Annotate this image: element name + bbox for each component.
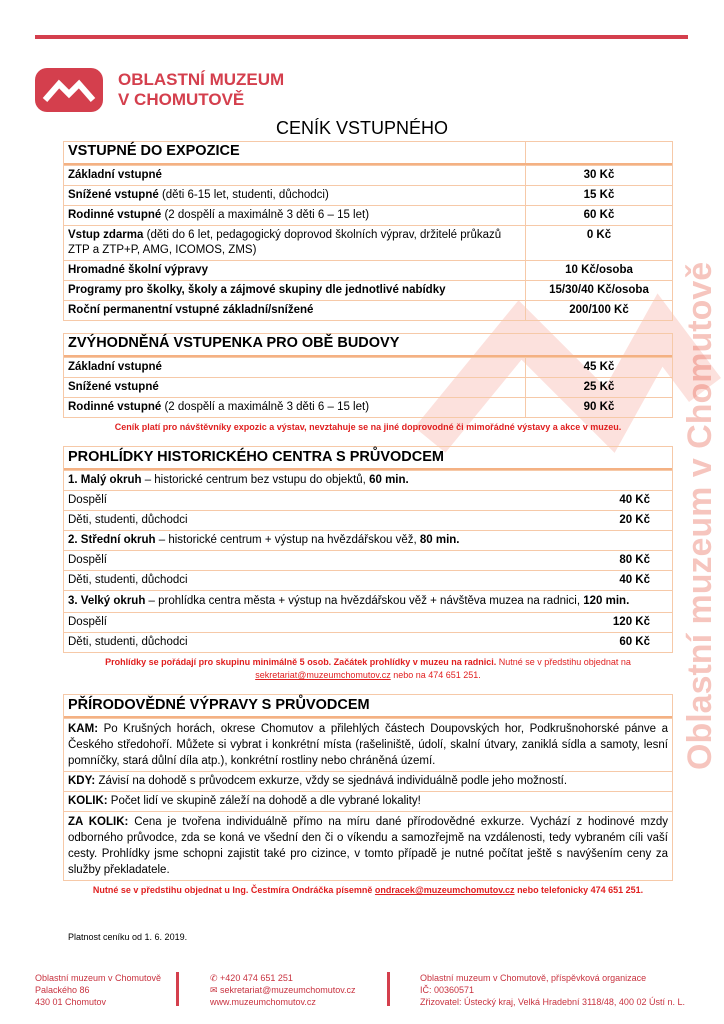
price-row xyxy=(64,205,672,225)
price-row xyxy=(64,397,672,417)
info-row: KDY: Závisí na dohodě s průvodcem exkurze, vždy se sjednává individuálně podle jeho možností. xyxy=(64,771,672,791)
price-value: 200/100 Kč xyxy=(525,301,672,320)
price-value: 25 Kč xyxy=(525,378,672,397)
mail-icon: ✉ xyxy=(210,985,221,995)
footer-contact xyxy=(210,972,356,1008)
table-exhibition xyxy=(63,141,673,321)
logo-line2: V CHOMUTOVĚ xyxy=(118,90,245,109)
price-value: 15 Kč xyxy=(525,186,672,205)
tour-row: 2. Střední okruh – historické centrum + výstup na hvězdářskou věž, 80 min. xyxy=(64,530,672,550)
price-row xyxy=(64,280,672,300)
price-row xyxy=(64,165,672,185)
info-row: KOLIK: Počet lidí ve skupině záleží na dohodě a dle vybrané lokality! xyxy=(64,791,672,811)
price-label: Vstup zdarma (děti do 6 let, pedagogický doprovod školních výprav, držitelé průkazů ZTP a ZTP+P, AMG, ICOMOS, ZMS) xyxy=(68,229,502,256)
footer-org: Oblastní muzeum v Chomutově, příspěvková organizace IČ: 00360571 Zřizovatel: Ústecký kraj, Velká Hradební 3118/48, 400 02 Ústí n. L. xyxy=(420,973,685,1007)
price-row: Děti, studenti, důchodci 40 Kč xyxy=(64,570,672,590)
tour-row: 3. Velký okruh – prohlídka centra města + výstup na hvězdářskou věž + návštěva muzea na radnici, 120 min. xyxy=(64,590,672,612)
museum-logo xyxy=(35,68,103,112)
email-link[interactable]: sekretariat@muzeumchomutov.cz xyxy=(255,670,391,680)
page-title: CENÍK VSTUPNÉHO xyxy=(275,118,449,138)
info-row: KAM: Po Krušných horách, okrese Chomutov a přilehlých částech Doupovských hor, Podkrušnohorské pánve a Českého středohoří. Můžete si vybrat i konkrétní místa (rašeliniště, údolí, skalní útvary, zaniklá sídla a samoty, lesní pomníčky, stará důlní díla atp.), konkrétní rostliny nebo chráněná území. xyxy=(64,718,672,771)
phone-icon: ✆ xyxy=(210,973,221,983)
table-nature-trips xyxy=(63,694,673,881)
price-value: 60 Kč xyxy=(525,206,672,225)
price-label: Rodinné vstupné (2 dospělí a maximálně 3 děti 6 – 15 let) xyxy=(68,209,370,221)
section-heading: VSTUPNÉ DO EXPOZICE xyxy=(68,143,240,159)
price-row xyxy=(64,357,672,377)
email-link[interactable]: ondracek@muzeumchomutov.cz xyxy=(374,885,515,895)
price-value: 15/30/40 Kč/osoba xyxy=(525,281,672,300)
price-label: Hromadné školní výpravy xyxy=(68,264,208,276)
price-label: Snížené vstupné (děti 6-15 let, studenti, důchodci) xyxy=(68,189,329,201)
price-label: Snížené vstupné xyxy=(68,381,159,393)
info-row: ZA KOLIK: Cena je tvořena individuálně přímo na míru dané přírodovědné exkurze. Vychází z hodinové mzdy odborného průvodce, zda se koná ve všední den či o víkendu a samozřejmě na vzdálenosti, tedy vybraném cíli vaší cesty. Prohlídky jsme schopni zajistit také pro cizince, v tomto případě je nutné počítat ještě s navýšením ceny za služby překladatele. xyxy=(64,811,672,880)
logo-line1: OBLASTNÍ MUZEUM xyxy=(118,70,285,89)
price-value: 45 Kč xyxy=(525,358,672,377)
section-heading: ZVÝHODNĚNÁ VSTUPENKA PRO OBĚ BUDOVY xyxy=(68,335,400,351)
footer-divider xyxy=(176,972,179,1006)
tours-note: Prohlídky se pořádají pro skupinu minimálně 5 osob. Začátek prohlídky v muzeu na radnici. Nutné se v předstihu objednat na sekretariat@muzeumchomutov.cz nebo na 474 651 251. xyxy=(105,657,631,680)
price-row xyxy=(64,225,672,260)
price-row xyxy=(64,185,672,205)
footer-divider xyxy=(387,972,390,1006)
watermark-text: Oblastní muzeum v Chomutově xyxy=(681,261,719,770)
top-rule xyxy=(35,35,688,39)
price-row: Děti, studenti, důchodci 20 Kč xyxy=(64,510,672,530)
combined-note: Ceník platí pro návštěvníky expozic a výstav, nevztahuje se na jiné doprovodné či mimořádné výstavy a akce v muzeu. xyxy=(114,422,622,432)
table-combined-ticket xyxy=(63,333,673,418)
price-row xyxy=(64,377,672,397)
section-heading: PROHLÍDKY HISTORICKÉHO CENTRA S PRŮVODCEM xyxy=(64,447,672,470)
price-row: Děti, studenti, důchodci 60 Kč xyxy=(64,632,672,652)
price-label: Základní vstupné xyxy=(68,361,162,373)
price-value: 0 Kč xyxy=(525,226,672,260)
price-row: Dospělí 120 Kč xyxy=(64,612,672,632)
price-row: Dospělí 40 Kč xyxy=(64,490,672,510)
footer-phone: +420 474 651 251 xyxy=(220,973,293,983)
price-label: Rodinné vstupné (2 dospělí a maximálně 3 děti 6 – 15 let) xyxy=(68,401,370,413)
price-row xyxy=(64,260,672,280)
price-label: Programy pro školky, školy a zájmové skupiny dle jednotlivé nabídky xyxy=(68,284,446,296)
price-value: 90 Kč xyxy=(525,398,672,417)
content xyxy=(63,141,673,943)
footer-web[interactable]: www.muzeumchomutov.cz xyxy=(210,997,316,1007)
footer-address: Oblastní muzeum v Chomutově Palackého 86 430 01 Chomutov xyxy=(35,973,162,1007)
price-row: Dospělí 80 Kč xyxy=(64,550,672,570)
nature-note: Nutné se v předstihu objednat u Ing. Čestmíra Ondráčka písemně ondracek@muzeumchomutov.cz nebo telefonicky 474 651 251. xyxy=(92,885,644,895)
tour-row: 1. Malý okruh – historické centrum bez vstupu do objektů, 60 min. xyxy=(64,470,672,490)
price-row xyxy=(64,300,672,320)
mountain-icon xyxy=(35,68,103,112)
price-label: Základní vstupné xyxy=(68,169,162,181)
price-value: 10 Kč/osoba xyxy=(525,261,672,280)
footer-email[interactable]: sekretariat@muzeumchomutov.cz xyxy=(220,985,356,995)
logo-text xyxy=(118,70,284,110)
price-value: 30 Kč xyxy=(525,166,672,185)
table-guided-tours xyxy=(63,446,673,653)
validity-note: Platnost ceníku od 1. 6. 2019. xyxy=(68,932,188,942)
price-label: Roční permanentní vstupné základní/snížené xyxy=(68,304,314,316)
section-heading: PŘÍRODOVĚDNÉ VÝPRAVY S PRŮVODCEM xyxy=(64,695,672,718)
